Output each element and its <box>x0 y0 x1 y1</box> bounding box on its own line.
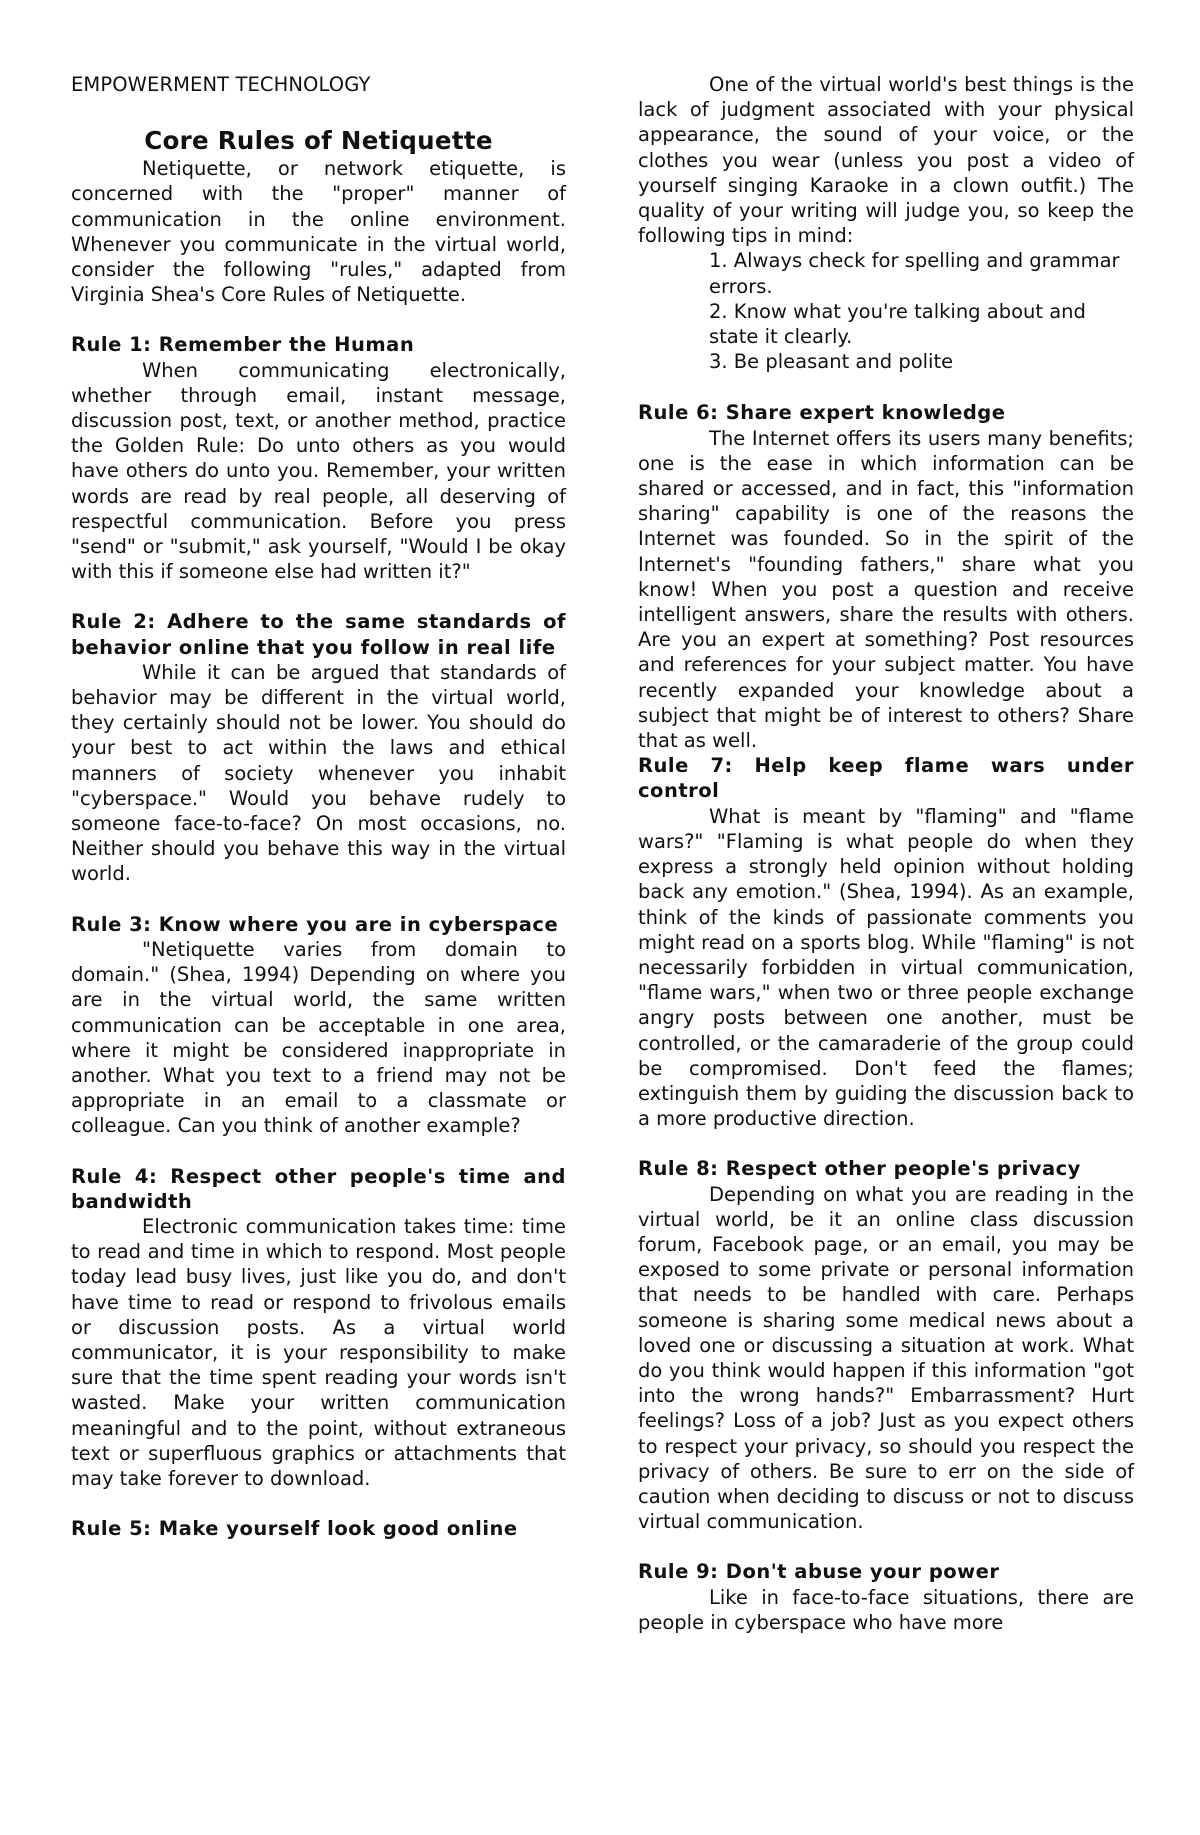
left-column <box>71 72 566 1541</box>
intro-paragraph: Netiquette, or network etiquette, is concerned with the "proper" manner of communication in the online environment. Whenever you communicate in the virtual world, consider the following "rules," adapted from Virginia Shea's Core Rules of Netiquette. <box>71 157 566 307</box>
rule-4-body: Electronic communication takes time: time to read and time in which to respond. Most people today lead busy lives, just like you do, and don't have time to read or respond to frivolous emails or discussion posts. As a virtual world communicator, it is your responsibility to make sure that the time spent reading your words isn't wasted. Make your written communication meaningful and to the point, without extraneous text or superfluous graphics or attachments that may take forever to download. <box>71 1214 566 1490</box>
document-header: EMPOWERMENT TECHNOLOGY <box>71 73 371 96</box>
rule-5-tips-list <box>638 248 1134 374</box>
rule-3-heading: Rule 3: Know where you are in cyberspace <box>71 912 559 936</box>
rule-9-heading: Rule 9: Don't abuse your power <box>638 1560 1000 1584</box>
rule-7-body: What is meant by "flaming" and "flame wars?" "Flaming is what people do when they express a strongly held opinion without holding back any emotion." (Shea, 1994). As an example, think of the kinds of passionate comments you might read on a sports blog. While "flaming" is not necessarily forbidden in virtual communication, "flame wars," when two or three people exchange angry posts between one another, must be controlled, or the camaraderie of the group could be compromised. Don't feed the flames; extinguish them by guiding the discussion back to a more productive direction. <box>638 804 1134 1131</box>
rule-1-heading: Rule 1: Remember the Human <box>71 333 415 357</box>
rule-1-body: When communicating electronically, whether through email, instant message, discussion post, text, or another method, practice the Golden Rule: Do unto others as you would have others do unto you. Remember, your written words are read by real people, all deserving of respectful communication. Before you press "send" or "submit," ask yourself, "Would I be okay with this if someone else had written it?" <box>71 358 566 584</box>
rule-7-heading: Rule 7: Help keep flame wars under control <box>638 754 1134 803</box>
page-title: Core Rules of Netiquette <box>144 126 493 156</box>
rule-2-body: While it can be argued that standards of behavior may be different in the virtual world, they certainly should not be lower. You should do your best to act within the laws and ethical manners of society whenever you inhabit "cyberspace." Would you behave rudely to someone face-to-face? On most occasions, no. Neither should you behave this way in the virtual world. <box>71 660 566 886</box>
rule-9-body: Like in face-to-face situations, there are people in cyberspace who have more <box>638 1585 1134 1634</box>
list-item: 1. Always check for spelling and grammar errors. <box>709 249 1120 298</box>
rule-6-body: The Internet offers its users many benefits; one is the ease in which information can be shared or accessed, and in fact, this "information sharing" capability is one of the reasons the Internet was founded. So in the spirit of the Internet's "founding fathers," share what you know! When you post a question and receive intelligent answers, share the results with others. Are you an expert at something? Post resources and references for your subject matter. You have recently expanded your knowledge about a subject that might be of interest to others? Share that as well. <box>638 426 1134 753</box>
list-item: 2. Know what you're talking about and state it clearly. <box>709 299 1086 349</box>
rule-5-body: One of the virtual world's best things is the lack of judgment associated with your physical appearance, the sound of your voice, or the clothes you wear (unless you post a video of yourself singing Karaoke in a clown outfit.) The quality of your writing will judge you, so keep the following tips in mind: <box>638 73 1134 248</box>
right-column <box>638 72 1134 1635</box>
rule-5-heading: Rule 5: Make yourself look good online <box>71 1517 518 1541</box>
rule-2-heading: Rule 2: Adhere to the same standards of behavior online that you follow in real life <box>71 610 566 659</box>
rule-8-body: Depending on what you are reading in the virtual world, be it an online class discussion forum, Facebook page, or an email, you may be exposed to some private or personal information that needs to be handled with care. Perhaps someone is sharing some medical news about a loved one or discussing a situation at work. What do you think would happen if this information "got into the wrong hands?" Embarrassment? Hurt feelings? Loss of a job? Just as you expect others to respect your privacy, so should you respect the privacy of others. Be sure to err on the side of caution when deciding to discuss or not to discuss virtual communication. <box>638 1182 1134 1534</box>
list-item: 3. Be pleasant and polite <box>709 350 954 374</box>
rule-4-heading: Rule 4: Respect other people's time and bandwidth <box>71 1164 566 1213</box>
rule-8-heading: Rule 8: Respect other people's privacy <box>638 1157 1081 1181</box>
rule-3-body: "Netiquette varies from domain to domain." (Shea, 1994) Depending on where you are in the virtual world, the same written communication can be acceptable in one area, where it might be considered inappropriate in another. What you text to a friend may not be appropriate in an email to a classmate or colleague. Can you think of another example? <box>71 937 566 1138</box>
rule-6-heading: Rule 6: Share expert knowledge <box>638 401 1006 425</box>
